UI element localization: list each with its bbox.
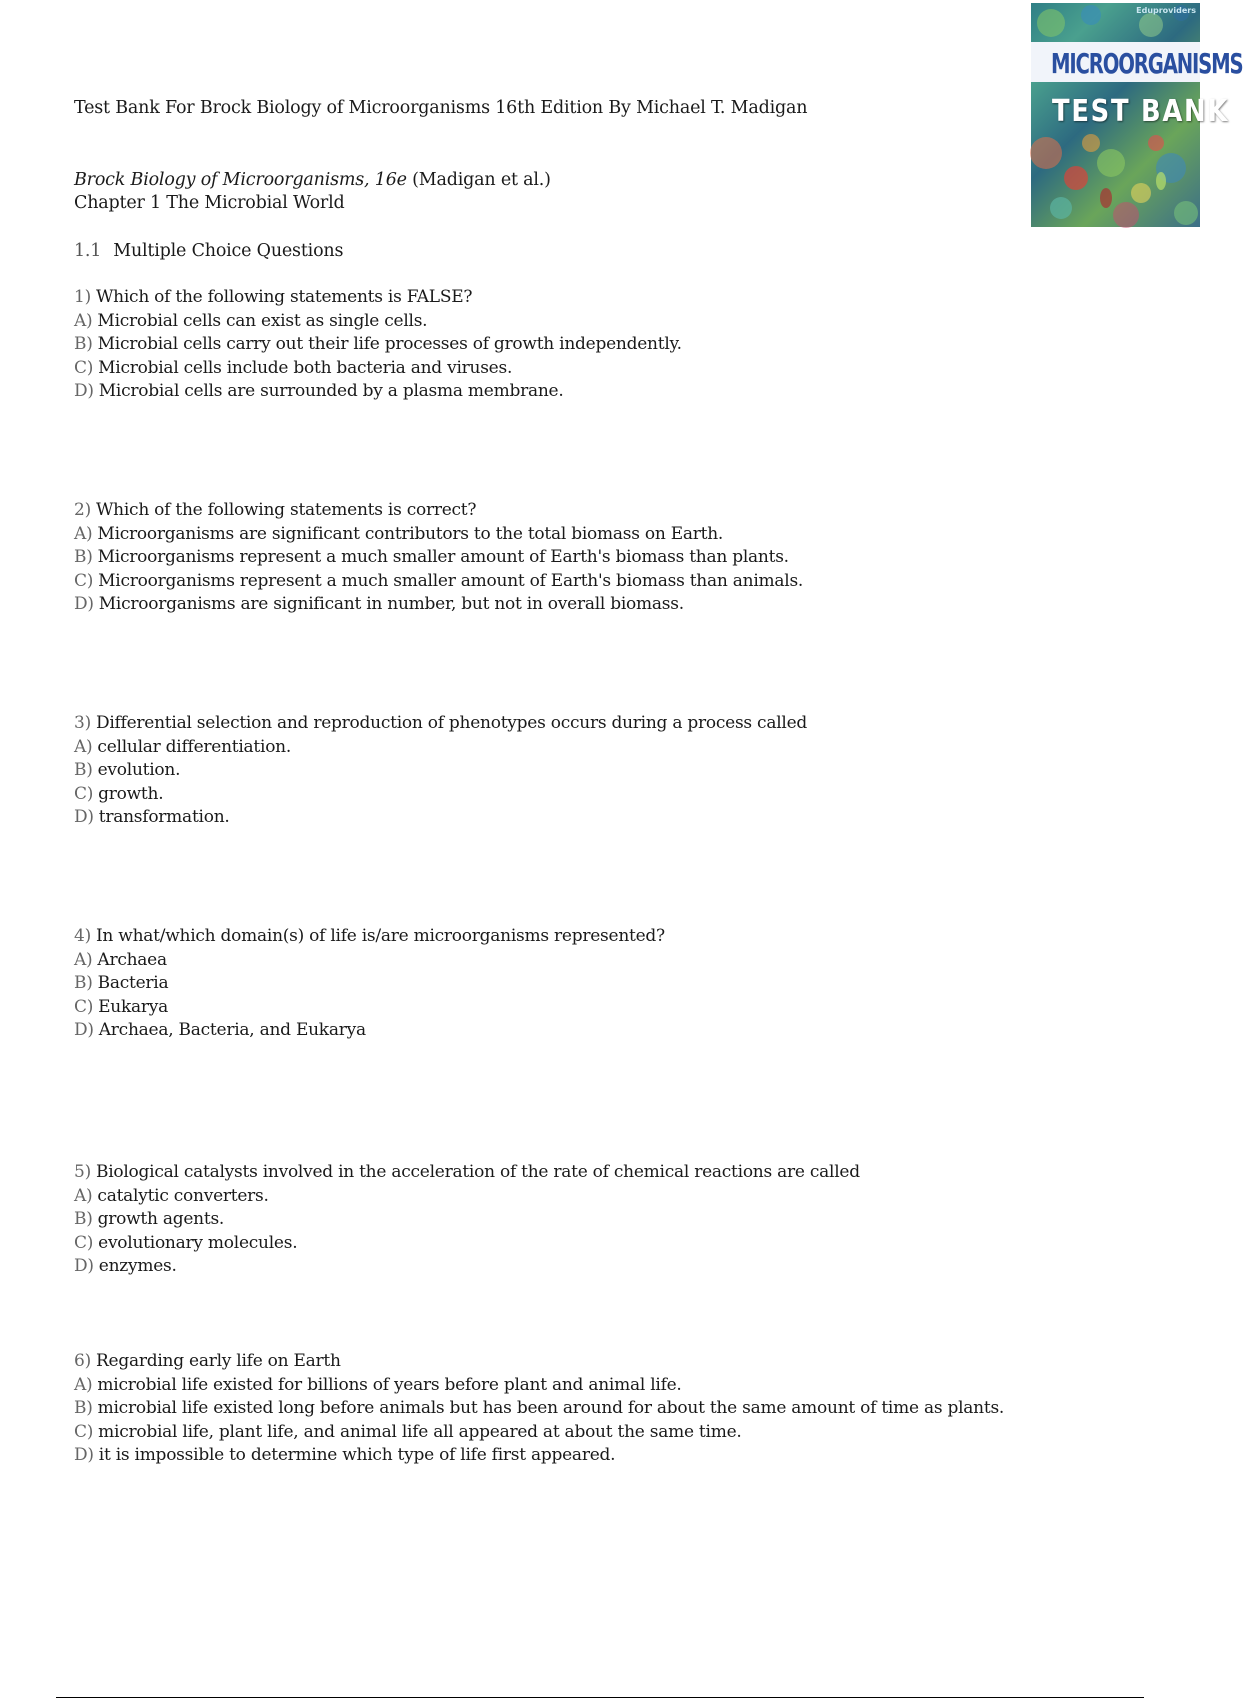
option-text: microbial life existed long before animals but has been around for about the same amount of time as plants.: [97, 1398, 1005, 1418]
option-letter: A): [74, 523, 93, 544]
section-number: 1.1: [74, 241, 102, 261]
answer-option: [74, 972, 1074, 996]
option-letter: D): [74, 594, 94, 614]
option-text: Bacteria: [97, 973, 169, 993]
question-number: 4): [74, 926, 91, 946]
document-title: Test Bank For Brock Biology of Microorganisms 16th Edition By Michael T. Madigan: [74, 98, 808, 118]
option-letter: A): [74, 736, 93, 757]
option-letter: B): [74, 547, 93, 567]
option-letter: B): [74, 973, 93, 993]
option-text: it is impossible to determine which type of life first appeared.: [98, 1445, 616, 1465]
option-text: enzymes.: [98, 1256, 177, 1276]
answer-option: [74, 949, 1074, 973]
option-letter: A): [74, 1185, 93, 1206]
answer-option: [74, 333, 1074, 357]
answer-option: [74, 546, 1074, 570]
question: [74, 1161, 1074, 1279]
option-letter: D): [74, 1020, 94, 1040]
question-stem: [74, 712, 1074, 736]
answer-option: [74, 380, 1074, 404]
option-text: Microorganisms are significant contributors to the total biomass on Earth.: [97, 523, 724, 544]
question-number: 5): [74, 1162, 91, 1182]
option-text: Archaea: [97, 949, 167, 970]
option-text: evolutionary molecules.: [98, 1232, 298, 1253]
answer-option: [74, 570, 1074, 594]
book-title: Brock Biology of Microorganisms, 16e: [74, 170, 407, 190]
option-letter: C): [74, 357, 94, 378]
option-text: transformation.: [98, 807, 230, 827]
question-stem: [74, 1161, 1074, 1185]
option-text: cellular differentiation.: [97, 736, 292, 757]
answer-option: [74, 1185, 1074, 1209]
option-text: Microbial cells are surrounded by a plasma membrane.: [98, 381, 564, 401]
section-title: Multiple Choice Questions: [113, 241, 344, 261]
option-letter: C): [74, 783, 94, 804]
chapter-heading: Chapter 1 The Microbial World: [74, 193, 345, 213]
question-stem: [74, 925, 1074, 949]
answer-option: [74, 357, 1074, 381]
option-letter: B): [74, 334, 93, 354]
option-letter: D): [74, 381, 94, 401]
option-text: Archaea, Bacteria, and Eukarya: [98, 1020, 366, 1040]
option-text: Microorganisms represent a much smaller amount of Earth's biomass than plants.: [97, 547, 789, 567]
question-stem: [74, 1350, 1074, 1374]
option-letter: D): [74, 807, 94, 827]
cover-label: TEST BANK: [1052, 94, 1230, 129]
option-letter: C): [74, 570, 94, 591]
question-text: Regarding early life on Earth: [95, 1351, 341, 1371]
answer-option: [74, 996, 1074, 1020]
question-number: 2): [74, 500, 91, 520]
answer-option: [74, 1397, 1074, 1421]
option-text: microbial life existed for billions of years before plant and animal life.: [97, 1374, 682, 1395]
cover-publisher: Eduproviders: [1136, 6, 1196, 15]
answer-option: [74, 783, 1074, 807]
option-text: growth agents.: [97, 1209, 225, 1229]
cover-thumbnail: [1031, 3, 1243, 227]
question-number: 1): [74, 287, 91, 307]
option-letter: B): [74, 1398, 93, 1418]
option-letter: A): [74, 1374, 93, 1395]
answer-option: [74, 310, 1074, 334]
answer-option: [74, 1421, 1074, 1445]
answer-option: [74, 1019, 1074, 1043]
question-text: Differential selection and reproduction of phenotypes occurs during a process called: [95, 713, 808, 733]
question-text: Which of the following statements is FALSE?: [95, 287, 473, 307]
option-text: Microorganisms represent a much smaller amount of Earth's biomass than animals.: [98, 570, 804, 591]
question-text: Which of the following statements is correct?: [95, 500, 477, 520]
option-text: evolution.: [97, 760, 181, 780]
option-letter: C): [74, 1232, 94, 1253]
question-stem: [74, 499, 1074, 523]
option-letter: A): [74, 949, 93, 970]
answer-option: [74, 806, 1074, 830]
question: [74, 1350, 1074, 1468]
question: [74, 712, 1074, 830]
option-text: Eukarya: [98, 996, 169, 1017]
question-number: 3): [74, 713, 91, 733]
question-stem: [74, 286, 1074, 310]
option-letter: B): [74, 760, 93, 780]
answer-option: [74, 1208, 1074, 1232]
option-letter: B): [74, 1209, 93, 1229]
option-letter: D): [74, 1445, 94, 1465]
option-text: Microorganisms are significant in number, but not in overall biomass.: [98, 594, 684, 614]
question: [74, 925, 1074, 1043]
option-text: Microbial cells can exist as single cells.: [97, 310, 428, 331]
option-text: growth.: [98, 783, 164, 804]
option-text: Microbial cells carry out their life processes of growth independently.: [97, 334, 682, 354]
answer-option: [74, 1374, 1074, 1398]
answer-option: [74, 1255, 1074, 1279]
book-authors: (Madigan et al.): [406, 170, 551, 190]
question: [74, 499, 1074, 617]
section-heading: [74, 241, 343, 261]
answer-option: [74, 523, 1074, 547]
cover-subject: MICROORGANISMS: [1051, 47, 1243, 80]
answer-option: [74, 759, 1074, 783]
question-number: 6): [74, 1351, 91, 1371]
answer-option: [74, 736, 1074, 760]
option-text: catalytic converters.: [97, 1185, 269, 1206]
option-text: Microbial cells include both bacteria and viruses.: [98, 357, 513, 378]
option-letter: C): [74, 1421, 94, 1442]
answer-option: [74, 1232, 1074, 1256]
option-letter: A): [74, 310, 93, 331]
page-bottom-rule: [56, 1697, 1144, 1698]
question: [74, 286, 1074, 404]
option-letter: C): [74, 996, 94, 1017]
answer-option: [74, 593, 1074, 617]
option-text: microbial life, plant life, and animal life all appeared at about the same time.: [98, 1421, 742, 1442]
answer-option: [74, 1444, 1074, 1468]
book-reference: [74, 170, 551, 190]
option-letter: D): [74, 1256, 94, 1276]
question-text: Biological catalysts involved in the acceleration of the rate of chemical reactions are called: [95, 1162, 860, 1182]
question-text: In what/which domain(s) of life is/are microorganisms represented?: [95, 926, 665, 946]
